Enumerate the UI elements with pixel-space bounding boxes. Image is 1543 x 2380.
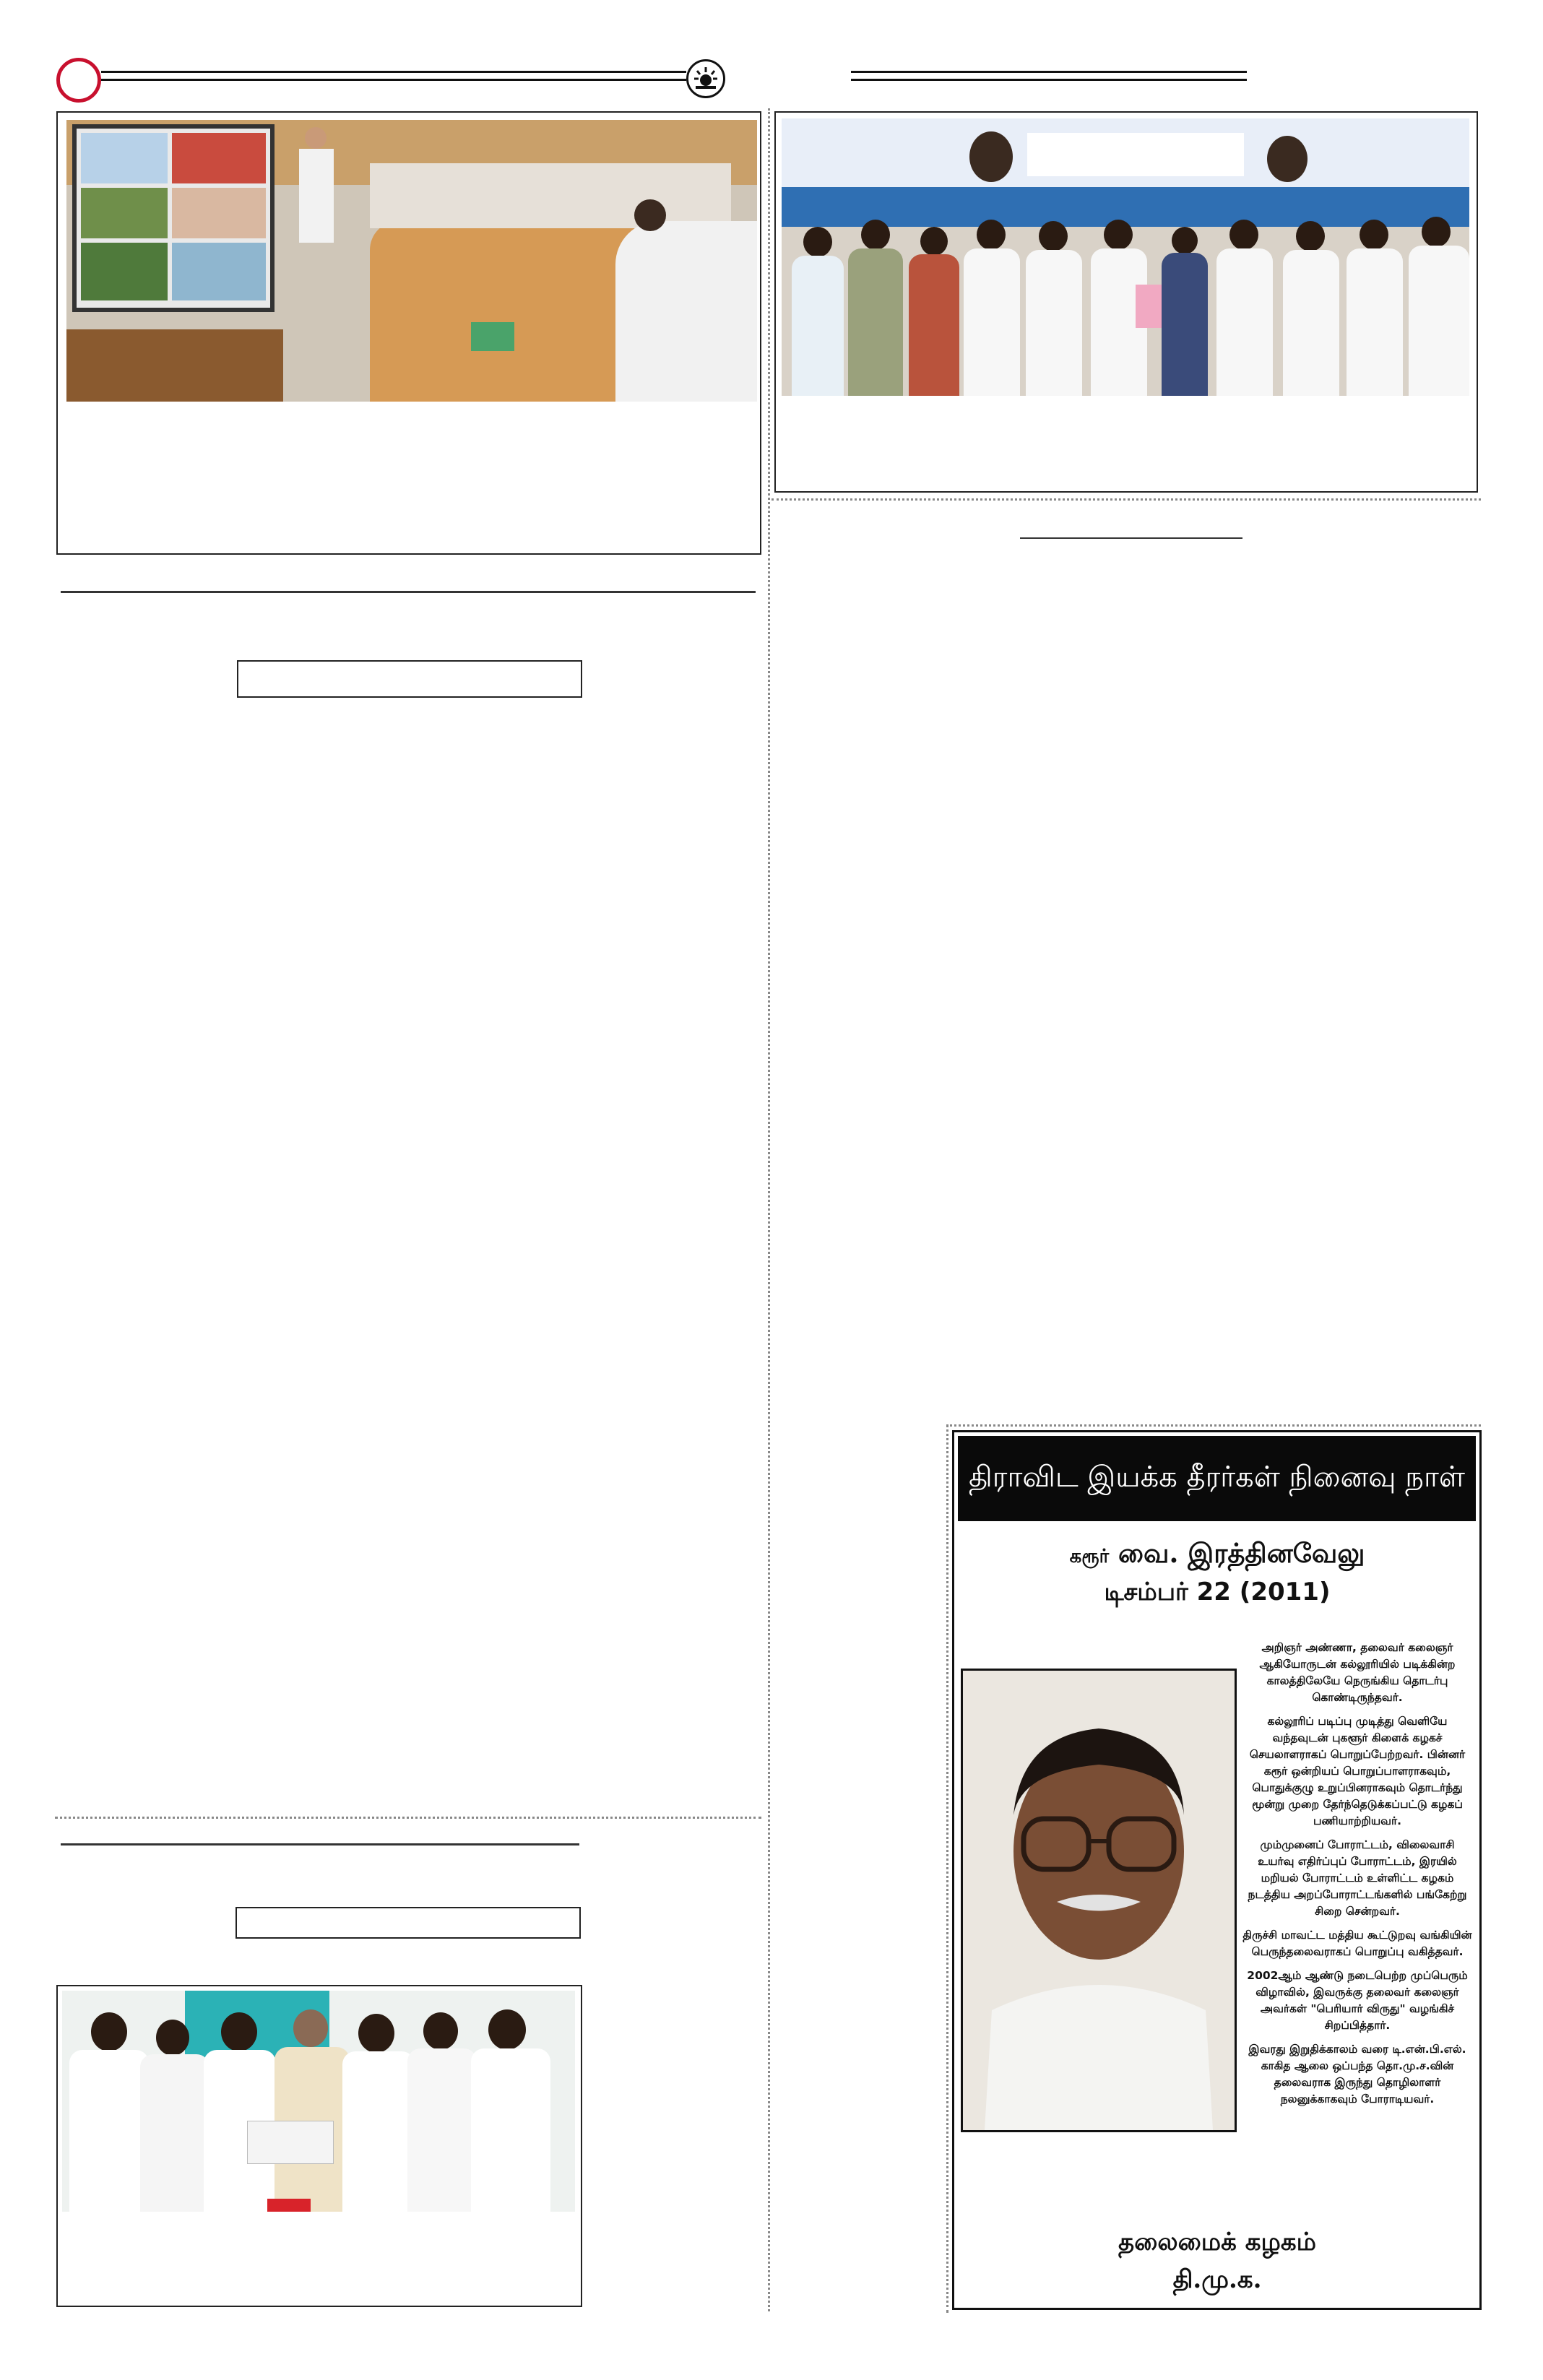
- photo-welfare-event: [782, 118, 1469, 396]
- subheading-box: [237, 660, 582, 698]
- tribute-name-prefix: கரூர்: [1069, 1546, 1110, 1567]
- tribute-heading: திராவிட இயக்க தீரர்கள் நினைவு நாள்: [958, 1436, 1476, 1521]
- tribute-biography: [1241, 1640, 1474, 2115]
- column-divider: [768, 108, 770, 2311]
- tribute-portrait: [961, 1669, 1237, 2132]
- bio-paragraph: மும்முனைப் போராட்டம், விலைவாசி உயர்வு எதிர்ப்புப் போராட்டம், இரயில் மறியல் போராட்டம் உள்ளிட்ட கழகம் நடத்திய அறப்போராட்டங்களில் பங்கேற்று சிறை சென்றவர்.: [1248, 1838, 1467, 1918]
- bio-paragraph: அறிஞர் அண்ணா, தலைவர் கலைஞர் ஆகியோருடன் கல்லூரியில் படிக்கின்ற காலத்திலேயே நெருங்கிய தொடர்பு கொண்டிருந்தவர்.: [1259, 1641, 1456, 1704]
- headline-rule-left: [61, 591, 756, 593]
- tribute-left-divider: [946, 1424, 948, 2313]
- masthead-rule-left: [101, 71, 686, 81]
- tribute-name: [961, 1537, 1474, 1572]
- bio-paragraph: கல்லூரிப் படிப்பு முடித்து வெளியே வந்தவுடன் புகளூர் கிளைக் கழகச் செயலாளராகப் பொறுப்பேற்றவர். பின்னர் கரூர் ஒன்றியப் பொறுப்பாளராகவும், பொதுக்குழு உறுப்பினராகவும் தொடர்ந்து மூன்று முறை தேர்ந்தெடுக்கப்பட்டு கழகப் பணியாற்றியவர்.: [1249, 1715, 1466, 1827]
- bio-paragraph: இவரது இறுதிக்காலம் வரை டி.என்.பி.எல். காகித ஆலை ஒப்பந்த தொ.மு.ச.வின் தலைவராக இருந்து தொழிலாளர் நலனுக்காகவும் போராடியவர்.: [1248, 2043, 1466, 2106]
- bio-paragraph: திருச்சி மாவட்ட மத்திய கூட்டுறவு வங்கியின் பெருந்தலைவராகப் பொறுப்பு வகித்தவர்.: [1242, 1929, 1472, 1958]
- signature-line-2: தி.மு.க.: [1172, 2265, 1262, 2294]
- rising-sun-emblem-icon: [686, 59, 725, 98]
- masthead-red-circle-icon: [56, 58, 101, 103]
- headline-rule-right: [1020, 537, 1242, 539]
- subheading-box-bottom: [235, 1907, 581, 1939]
- bio-paragraph: 2002ஆம் ஆண்டு நடைபெற்ற முப்பெரும் விழாவில், இவருக்கு தலைவர் கலைஞர் அவர்கள் "பெரியார் விருது" வழங்கிச் சிறப்பித்தார்.: [1247, 1969, 1468, 2032]
- photo-review-meeting: [66, 120, 757, 402]
- masthead-rule-right: [851, 71, 1247, 81]
- tribute-date: டிசம்பர் 22 (2011): [1104, 1578, 1331, 1606]
- tribute-top-divider: [946, 1424, 1481, 1427]
- section-divider-right: [772, 498, 1481, 501]
- tribute-signature: [961, 2223, 1474, 2298]
- section-divider-left: [55, 1817, 761, 1819]
- signature-line-1: தலைமைக் கழகம்: [1118, 2228, 1316, 2256]
- headline-rule-bottom: [61, 1843, 579, 1845]
- tribute-name-main: வை. இரத்தினவேலு: [1118, 1537, 1365, 1569]
- photo-petition: [62, 1991, 575, 2212]
